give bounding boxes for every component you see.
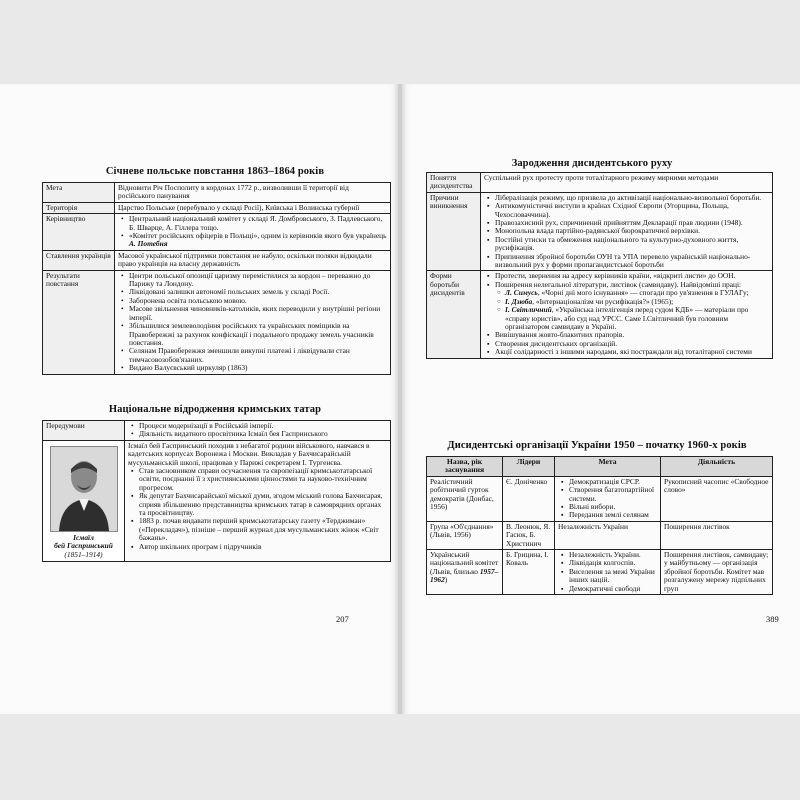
orgs-title: Дисидентські організації України 1950 – початку 1960-х років bbox=[447, 440, 747, 451]
list-item: ▪ Передання землі селянам bbox=[569, 511, 657, 519]
org-leaders: В. Леонюк, Я. Гасюк, Б. Христинич bbox=[503, 521, 555, 549]
org-goals bbox=[555, 476, 661, 521]
list-item: ▪ Лібералізація режиму, що призвела до активізації національно-визвольної боротьби. bbox=[495, 194, 769, 202]
emphasis-name: А. Потебня bbox=[129, 239, 168, 249]
org-activity: Поширення листівок, самвидаву; у майбутньому — організація збройної боротьби. Комітет мав розгалужену мережу підпільних груп bbox=[661, 550, 773, 595]
column-header: Діяльність bbox=[661, 457, 773, 477]
row-text: Відновити Річ Посполиту в кордонах 1772 р., визволивши її території від російського панування bbox=[115, 183, 391, 203]
row-label: Форми боротьби дисидентів bbox=[427, 271, 481, 358]
list-item: ▪ Демократизація СРСР. bbox=[569, 478, 657, 486]
list-item: • Процеси модернізації в Російській імперії. bbox=[139, 422, 387, 430]
work-item: ○ Л. Симусь, «Чорні дні мого існування» — спогади про ув'язнення в ГУЛАГу; bbox=[505, 289, 769, 297]
row-label: Поняття дисидентства bbox=[427, 173, 481, 193]
table-row bbox=[427, 476, 773, 521]
table-row bbox=[427, 173, 773, 193]
list-item: ▪ Антикомуністичні виступи в країнах Східної Європи (Угорщина, Польща, Чехословаччина). bbox=[495, 202, 769, 219]
list-item: • Селянам Правобережжя зменшили викупні платежі і ліквідували стан тимчасовозобов'язаних. bbox=[129, 347, 387, 364]
dissident-title: Зародження дисидентського руху bbox=[511, 158, 673, 169]
orgs-table bbox=[426, 456, 773, 595]
row-text: Масової української підтримки повстання не набуло, оскільки поляки відкидали право українців на власну державність bbox=[115, 250, 391, 270]
list-item: • Центральний національний комітет у складі Я. Домбровського, З. Падлевського, Б. Шварце, А. Гіллера тощо. bbox=[129, 215, 387, 232]
row-label: Ставлення українців bbox=[43, 250, 115, 270]
work-item: ○ І. Світличний, «Українська інтелігенція перед судом КДБ» — матеріали про «справу юристів», або суд над УРСС. Саме І.Світличний був головним організатором самвидаву в Україні. bbox=[505, 306, 769, 331]
row-label: Причини виникнення bbox=[427, 192, 481, 271]
list-item: ▪ Акції солідарності з іншими народами, які постраждали від тоталітарної системи bbox=[495, 348, 769, 356]
work-item: ○ І. Дзюба, «Інтернаціоналізм чи русифікація?» (1965); bbox=[505, 298, 769, 306]
list-item: • Видано Валуєвський циркуляр (1863) bbox=[129, 364, 387, 372]
list-item: ▪ Став засновником справи осучаснення та європеізації кримськотатарської освіти, поєднанні її з християнськими цінностями та науково-технічним прогресом. bbox=[139, 467, 387, 492]
org-goals bbox=[555, 550, 661, 595]
table-row bbox=[427, 192, 773, 271]
org-activity: Поширення листівок bbox=[661, 521, 773, 549]
list-item: ▪ Вивішування жовто-блакитних прапорів. bbox=[495, 331, 769, 339]
tatar-table bbox=[42, 420, 391, 562]
list-item: • Діяльність видатного просвітника Ісмаїл бея Гаспринського bbox=[139, 430, 387, 438]
row-list-cell bbox=[125, 421, 391, 441]
uprising-title: Січневе польське повстання 1863–1864 років bbox=[105, 166, 325, 177]
table-row bbox=[427, 521, 773, 549]
book-spread bbox=[0, 84, 800, 714]
portrait-illustration bbox=[51, 447, 117, 531]
list-item: ▪ Припинення збройної боротьби ОУН та УПА перевело українській національно-визвольний рух у форми пропагандистської боротьби bbox=[495, 253, 769, 270]
portrait-cell bbox=[43, 440, 125, 561]
org-name: Реалістичний робітничий гурток демократів (Донбас, 1956) bbox=[427, 476, 503, 521]
list-item: ▪ Демократичні свободи bbox=[569, 585, 657, 593]
column-header: Назва, рік заснування bbox=[427, 457, 503, 477]
row-label: Мета bbox=[43, 183, 115, 203]
table-row bbox=[43, 183, 391, 203]
table-row bbox=[43, 202, 391, 213]
table-row bbox=[427, 550, 773, 595]
row-label: Результати повстання bbox=[43, 270, 115, 374]
row-list-cell bbox=[481, 192, 773, 271]
portrait-caption-surname: бей Гаспринський bbox=[54, 541, 113, 551]
list-item: ▪ Ліквідація колгоспів. bbox=[569, 559, 657, 567]
row-text: Царство Польське (перебувало у складі Росії), Київська і Волинська губернії bbox=[115, 202, 391, 213]
org-goals: Незалежність України bbox=[555, 521, 661, 549]
list-item: ▪ Монопольна влада партійно-радянської бюрократичної верхівки. bbox=[495, 227, 769, 235]
dissident-table bbox=[426, 172, 773, 359]
table-row bbox=[43, 214, 391, 251]
list-item: ▪ Як депутат Бахчисарайської міської думи, згодом міський голова Бахчисарая, сприяв збільшенню представництва кримських татар в самоврядних органах та просвітництву. bbox=[139, 492, 387, 517]
portrait-caption-years: (1851–1914) bbox=[64, 550, 103, 559]
row-list-cell bbox=[115, 214, 391, 251]
org-leaders: Б. Грицина, І. Коваль bbox=[503, 550, 555, 595]
page-number-right: 389 bbox=[766, 614, 779, 624]
org-leaders: Є. Доніченко bbox=[503, 476, 555, 521]
list-item: ▪ Вільні вибори. bbox=[569, 503, 657, 511]
list-item: ▪ Постійні утиски та обмеження національного та культурно-духовного життя, русифікація. bbox=[495, 236, 769, 253]
table-row bbox=[43, 250, 391, 270]
row-label: Територія bbox=[43, 202, 115, 213]
page-number-left: 207 bbox=[336, 614, 349, 624]
row-text: Суспільний рух протесту проти тоталітарного режиму мирними методами bbox=[481, 173, 773, 193]
left-page bbox=[0, 84, 398, 714]
table-header-row bbox=[427, 457, 773, 477]
list-item: • Ліквідовані залишки автономії польських земель у складі Росії. bbox=[129, 288, 387, 296]
column-header: Мета bbox=[555, 457, 661, 477]
list-item: ▪ Незалежність України. bbox=[569, 551, 657, 559]
row-list-cell bbox=[115, 270, 391, 374]
list-item: ▪ Поширення нелегальної літератури, листівок (самвидаву). Найвідоміші праці: ○ Л. Симусь, «Чорні дні мого існування» — спогади про ув'язнення в ГУЛАГу; ○ І. Дзюба, «Інтернаціоналізм чи русифікація?» (1965); ○ І. Світличний, «Українська інтелігенція перед судом КДБ» — матеріали про «справу юристів», або суд над УРСС. Саме І.Світличний був головним організатором самвидаву в Україні. bbox=[495, 281, 769, 331]
list-item: ▪ Правозахисний рух, спричинений прийняттям Декларації прав людини (1948). bbox=[495, 219, 769, 227]
list-item: ▪ Створення багатопартійної системи. bbox=[569, 486, 657, 503]
right-page bbox=[402, 84, 800, 714]
org-activity: Рукописний часопис «Свободное слово» bbox=[661, 476, 773, 521]
table-row bbox=[43, 270, 391, 374]
list-item: • Збільшилися землеволодіння російських та українських поміщиків на Правобережжі за рахунок конфіскації і подального продажу земель учасників повстання. bbox=[129, 322, 387, 347]
list-item: • Заборонена освіта польською мовою. bbox=[129, 297, 387, 305]
list-item: • Масове звільнення чиновників-католиків, яких переводили у внутрішні регіони імперії. bbox=[129, 305, 387, 322]
org-name: Український національний комітет (Львів, близько 1957–1962) bbox=[427, 550, 503, 595]
list-item: ▪ Виселення за межі України інших націй. bbox=[569, 568, 657, 585]
portrait-caption-name: Ісмаїл bbox=[73, 532, 94, 542]
gasprinsky-cell bbox=[125, 440, 391, 561]
list-item: • «Комітет російських офіцерів в Польщі», одним із керівників якого був українець А. Потебня bbox=[129, 232, 387, 249]
row-label: Керівництво bbox=[43, 214, 115, 251]
list-item: ▪ Протести, звернення на адресу керівників країни, «відкриті листи» до ООН. bbox=[495, 272, 769, 280]
list-item: ▪ Створення дисидентських організацій. bbox=[495, 340, 769, 348]
org-name: Група «Об'єднання» (Львів, 1956) bbox=[427, 521, 503, 549]
table-row bbox=[43, 421, 391, 441]
column-header: Лідери bbox=[503, 457, 555, 477]
list-item: • Центри польської опозиції царизму перемістилися за кордон – переважно до Парижу та Лондону. bbox=[129, 272, 387, 289]
row-list-cell bbox=[481, 271, 773, 358]
list-item: ▪ Автор шкільних програм і підручників bbox=[139, 543, 387, 551]
tatar-title: Національне відродження кримських татар bbox=[108, 404, 322, 415]
table-row bbox=[43, 440, 391, 561]
list-item: ▪ 1883 р. почав видавати перший кримськотатарську газету «Терджиман» («Перекладач»), пізніше – перший журнал для мусульманських жінок «Світ бажань». bbox=[139, 517, 387, 542]
table-row bbox=[427, 271, 773, 358]
gasprinsky-intro: Ісмаїл бей Гаспринський походив з небагатої родини військового, навчався в кадетських корпусах Воронежа і Москви. Викладав у Бахчисарайській мусульманській школі, працював у Парижі секретарем І. Тургенєва. bbox=[128, 440, 370, 467]
uprising-table bbox=[42, 182, 391, 375]
row-label: Передумови bbox=[43, 421, 125, 441]
portrait-image bbox=[50, 446, 118, 532]
